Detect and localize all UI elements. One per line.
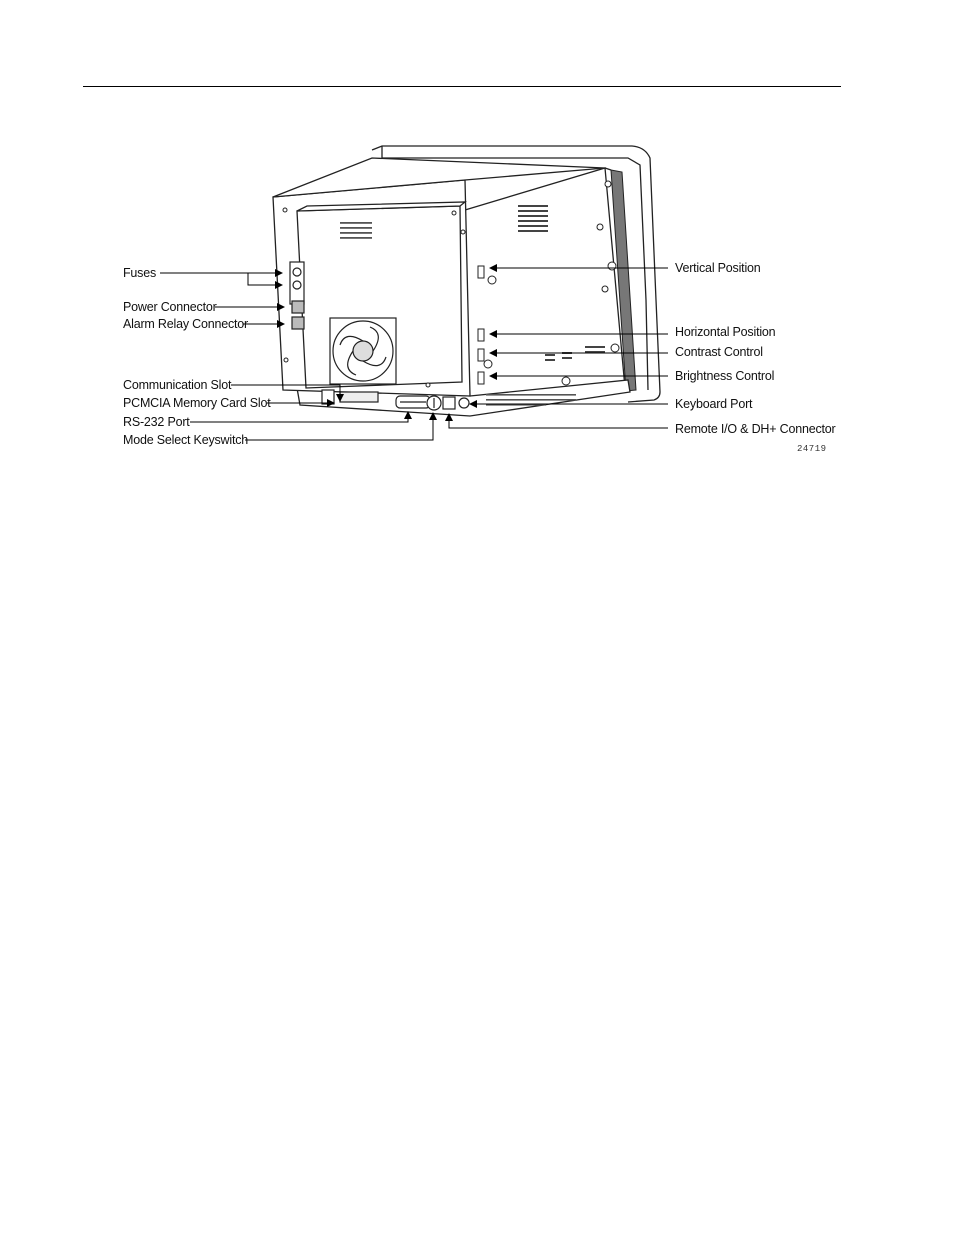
label-rs232-port: RS-232 Port bbox=[123, 415, 190, 429]
label-horizontal-position: Horizontal Position bbox=[675, 325, 776, 339]
label-vertical-position: Vertical Position bbox=[675, 261, 761, 275]
cooling-fan bbox=[330, 318, 396, 384]
label-keyboard-port: Keyboard Port bbox=[675, 397, 753, 411]
label-contrast-control: Contrast Control bbox=[675, 345, 763, 359]
label-mode-select-keyswitch: Mode Select Keyswitch bbox=[123, 433, 249, 447]
label-remote-io-dh-connector: Remote I/O & DH+ Connector bbox=[675, 422, 836, 436]
terminal-rear-view-figure bbox=[0, 0, 954, 480]
label-communication-slot: Communication Slot bbox=[123, 378, 232, 392]
label-fuses: Fuses bbox=[123, 266, 157, 280]
label-alarm-relay-connector: Alarm Relay Connector bbox=[123, 317, 249, 331]
label-pcmcia-memory-card-slot: PCMCIA Memory Card Slot bbox=[123, 396, 271, 410]
label-power-connector: Power Connector bbox=[123, 300, 217, 314]
label-brightness-control: Brightness Control bbox=[675, 369, 775, 383]
figure-number: 24719 bbox=[797, 444, 827, 454]
fuse-connector-block bbox=[290, 262, 304, 329]
chassis-side-panel bbox=[465, 168, 625, 412]
